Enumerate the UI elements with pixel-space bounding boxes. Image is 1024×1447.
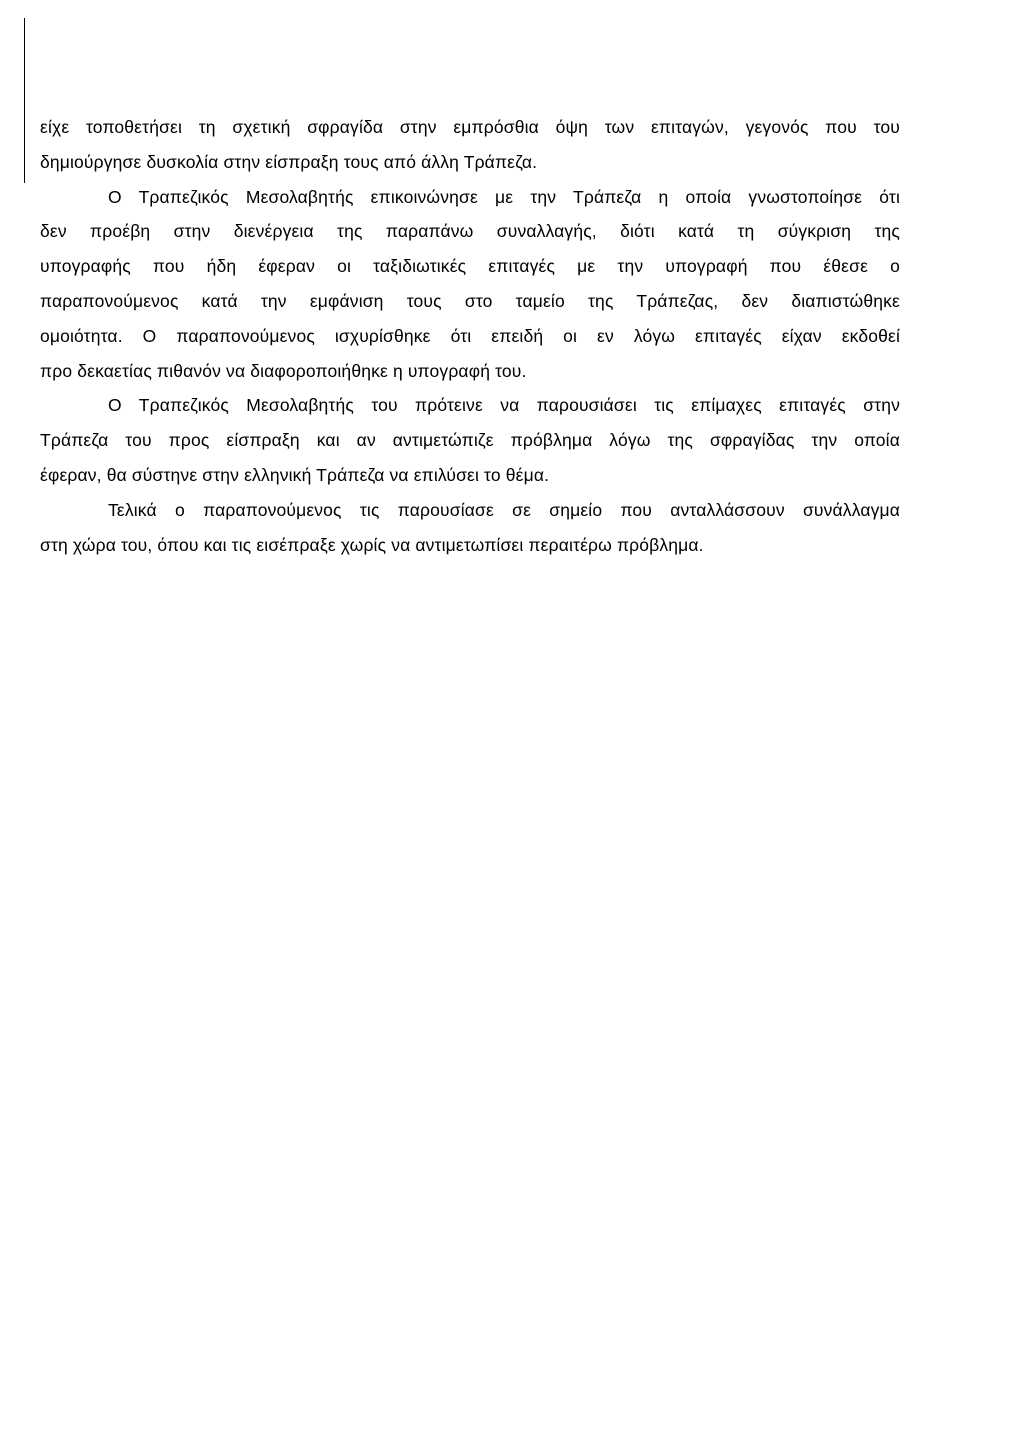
text-line: Τελικά ο παραπονούμενος τις παρουσίασε σε σημείο που ανταλλάσσουν συνάλλαγμα	[108, 499, 900, 520]
text-line: υπογραφής που ήδη έφεραν οι ταξιδιωτικές επιταγές με την υπογραφή που έθεσε ο	[40, 256, 900, 277]
text-line: παραπονούμενος κατά την εμφάνιση τους στο ταμείο της Τράπεζας, δεν διαπιστώθηκε	[40, 290, 900, 311]
text-line: είχε τοποθετήσει τη σχετική σφραγίδα στην εμπρόσθια όψη των επιταγών, γεγονός που του	[40, 117, 900, 137]
text-line: έφεραν, θα σύστηνε στην ελληνική Τράπεζα να επιλύσει το θέμα.	[40, 464, 550, 485]
text-line: ομοιότητα. Ο παραπονούμενος ισχυρίσθηκε ότι επειδή οι εν λόγω επιταγές είχαν εκδοθεί	[40, 325, 900, 346]
text-line: δεν προέβη στην διενέργεια της παραπάνω συναλλαγής, διότι κατά τη σύγκριση της	[40, 221, 900, 242]
body-text	[40, 110, 900, 562]
margin-rule	[24, 18, 25, 183]
text-line: Ο Τραπεζικός Μεσολαβητής του πρότεινε να παρουσιάσει τις επίμαχες επιταγές στην	[108, 395, 900, 416]
text-line: δημιούργησε δυσκολία στην είσπραξη τους από άλλη Τράπεζα.	[40, 151, 538, 172]
text-line: Ο Τραπεζικός Μεσολαβητής επικοινώνησε με την Τράπεζα η οποία γνωστοποίησε ότι	[108, 186, 900, 207]
text-line: Τράπεζα του προς είσπραξη και αν αντιμετώπιζε πρόβλημα λόγω της σφραγίδας την οποία	[40, 430, 900, 451]
text-line: στη χώρα του, όπου και τις εισέπραξε χωρίς να αντιμετωπίσει περαιτέρω πρόβλημα.	[40, 534, 704, 555]
text-line: προ δεκαετίας πιθανόν να διαφοροποιήθηκε η υπογραφή του.	[40, 360, 527, 381]
